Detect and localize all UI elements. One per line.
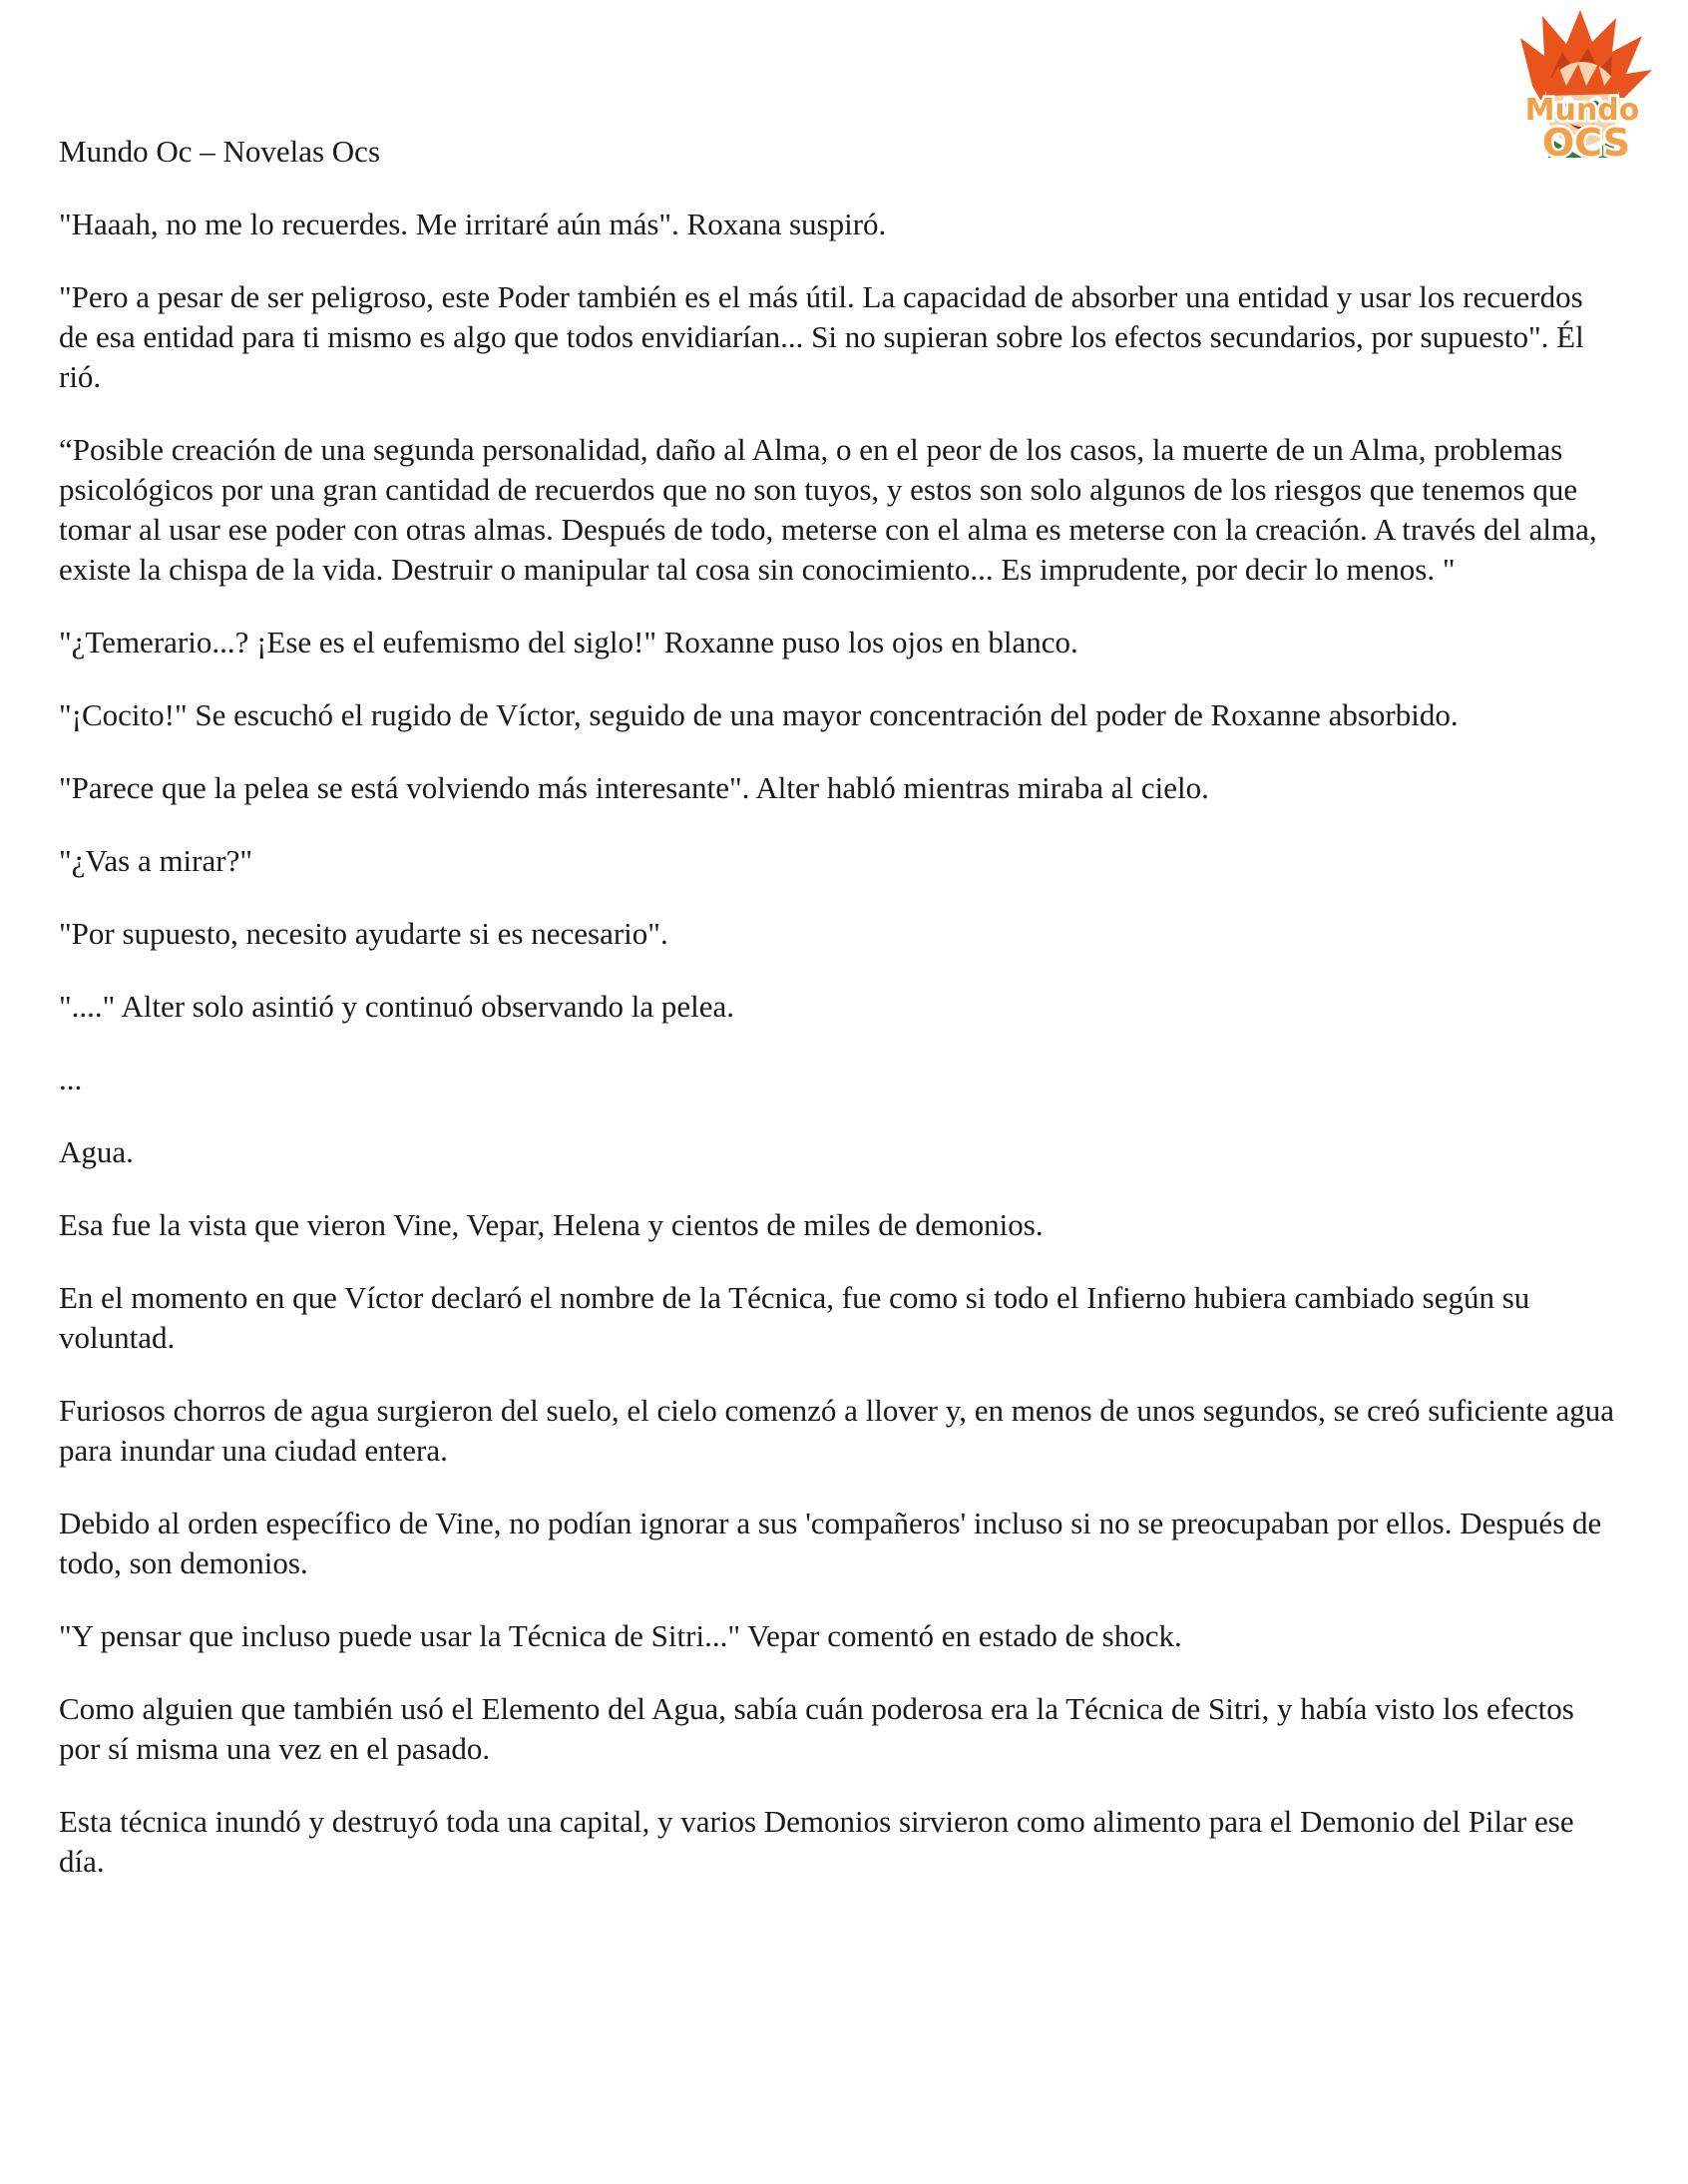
- paragraph: Agua.: [59, 1134, 134, 1169]
- paragraph: “Posible creación de una segunda personalidad, daño al Alma, o en el peor de los casos, la muerte de un Alma, problemas psicológicos por una gran cantidad de recuerdos que no son tuyos, y estos son solo algunos de los riesgos que tenemos que tomar al usar ese poder con otras almas. Después de todo, meterse con el alma es meterse con la creación. A través del alma, existe la chispa de la vida. Destruir o manipular tal cosa sin conocimiento... Es imprudente, por decir lo menos. ": [59, 432, 1597, 587]
- paragraph: Como alguien que también usó el Elemento del Agua, sabía cuán poderosa era la Técnica de Sitri, y había visto los efectos por sí misma una vez en el pasado.: [59, 1691, 1574, 1766]
- paragraph: "Pero a pesar de ser peligroso, este Poder también es el más útil. La capacidad de absorber una entidad y usar los recuerdos de esa entidad para ti mismo es algo que todos envidiarían... Si no supieran sobre los efectos secundarios, por supuesto". Él rió.: [59, 279, 1584, 394]
- paragraph: ...: [59, 1062, 83, 1096]
- paragraph: "...." Alter solo asintió y continuó observando la pelea.: [59, 989, 735, 1024]
- paragraph: "Por supuesto, necesito ayudarte si es necesario".: [59, 916, 668, 951]
- paragraph: Esta técnica inundó y destruyó toda una capital, y varios Demonios sirvieron como alimento para el Demonio del Pilar ese día.: [59, 1804, 1574, 1879]
- paragraph: "¿Temerario...? ¡Ese es el eufemismo del siglo!" Roxanne puso los ojos en blanco.: [59, 625, 1078, 659]
- svg-text:Mundo: Mundo: [1524, 93, 1640, 128]
- paragraph: Furiosos chorros de agua surgieron del suelo, el cielo comenzó a llover y, en menos de unos segundos, se creó suficiente agua para inundar una ciudad entera.: [59, 1393, 1615, 1468]
- paragraph: "¡Cocito!" Se escuchó el rugido de Víctor, seguido de una mayor concentración del poder de Roxanne absorbido.: [59, 697, 1459, 732]
- svg-text:OCS: OCS: [1541, 121, 1631, 165]
- paragraph: Debido al orden específico de Vine, no podían ignorar a sus 'compañeros' incluso si no se preocupaban por ellos. Después de todo, son demonios.: [59, 1506, 1602, 1580]
- paragraph-list: [59, 205, 1615, 1882]
- paragraph: "Haaah, no me lo recuerdes. Me irritaré aún más". Roxana suspiró.: [59, 207, 887, 241]
- paragraph: "Parece que la pelea se está volviendo más interesante". Alter habló mientras miraba al cielo.: [59, 770, 1209, 805]
- paragraph: Esa fue la vista que vieron Vine, Vepar, Helena y cientos de miles de demonios.: [59, 1207, 1044, 1242]
- document-body: [59, 132, 1615, 1915]
- paragraph: "Y pensar que incluso puede usar la Técnica de Sitri..." Vepar comentó en estado de shock.: [59, 1618, 1182, 1653]
- paragraph: En el momento en que Víctor declaró el nombre de la Técnica, fue como si todo el Infierno hubiera cambiado según su voluntad.: [59, 1280, 1530, 1355]
- document-header: Mundo Oc – Novelas Ocs: [59, 134, 381, 169]
- paragraph: "¿Vas a mirar?": [59, 843, 252, 878]
